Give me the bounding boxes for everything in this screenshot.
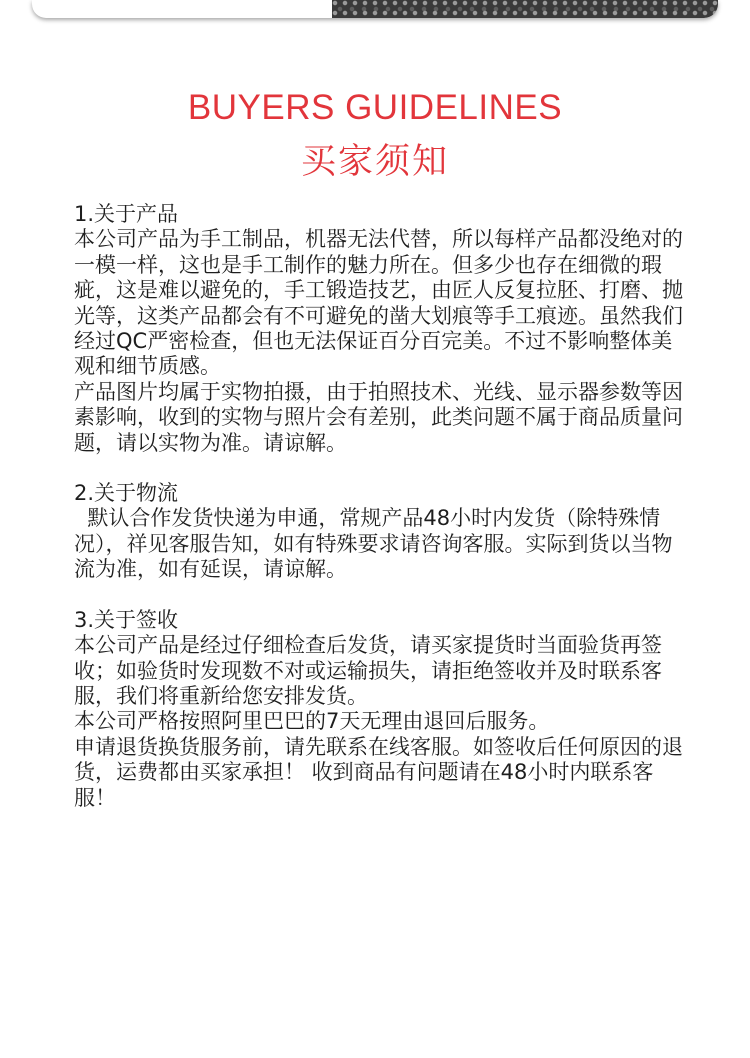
section-title: 2.关于物流 bbox=[74, 481, 179, 506]
guidelines-content bbox=[74, 202, 684, 836]
section-logistics bbox=[74, 481, 684, 583]
section-title: 1.关于产品 bbox=[74, 202, 179, 226]
top-banner-image bbox=[32, 0, 718, 18]
title-chinese: 买家须知 bbox=[300, 142, 449, 182]
section-paragraph: 本公司严格按照阿里巴巴的7天无理由退回后服务。 bbox=[74, 709, 550, 734]
section-title: 3.关于签收 bbox=[74, 607, 179, 632]
section-signing bbox=[74, 608, 684, 811]
section-paragraph: 产品图片均属于实物拍摄，由于拍照技术、光线、显示器参数等因素影响，收到的实物与照片会有差别，此类问题不属于商品质量问题，请以实物为准。请谅解。 bbox=[74, 379, 683, 455]
section-paragraph: 本公司产品为手工制品，机器无法代替，所以每样产品都没绝对的一模一样，这也是手工制作的魅力所在。但多少也存在细微的瑕疵，这是难以避免的，手工锻造技艺，由匠人反复拉胚、打磨、抛光等，这类产品都会有不可避免的凿大划痕等手工痕迹。虽然我们经过QC严密检查，但也无法保证百分百完美。不过不影响整体美观和细节质感。 bbox=[74, 227, 683, 379]
banner-texture bbox=[332, 0, 718, 18]
section-paragraph: 本公司产品是经过仔细检查后发货，请买家提货时当面验货再签收；如验货时发现数不对或运输损失，请拒绝签收并及时联系客服，我们将重新给您安排发货。 bbox=[74, 633, 662, 708]
title-english: BUYERS GUIDELINES bbox=[187, 88, 563, 127]
section-product bbox=[74, 202, 684, 456]
section-paragraph: 申请退货换货服务前，请先联系在线客服。如签收后任何原因的退货，运费都由买家承担！ 收到商品有问题请在48小时内联系客服！ bbox=[74, 734, 683, 810]
section-paragraph: 默认合作发货快递为申通，常规产品48小时内发货（除特殊情况），祥见客服告知，如有特殊要求请咨询客服。实际到货以当物流为准，如有延误，请谅解。 bbox=[74, 506, 673, 582]
